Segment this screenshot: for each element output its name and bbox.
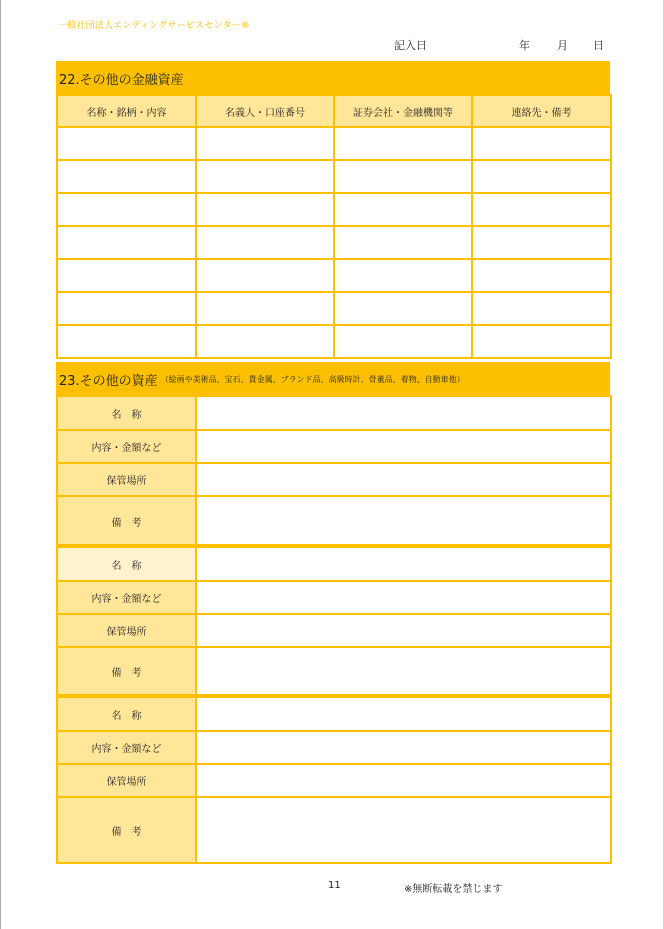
section-23-title-wrap <box>59 362 465 396</box>
table-cell[interactable] <box>57 259 196 292</box>
content-label: 内容・金額など <box>57 581 196 614</box>
section-23-note: （絵画や美術品、宝石、貴金属、ブランド品、高級時計、骨董品、着物、自動車他） <box>160 374 465 384</box>
table-row <box>57 193 611 226</box>
entry-date-line <box>0 37 664 51</box>
column-header: 連絡先・備考 <box>472 95 611 127</box>
name-label: 名 称 <box>57 547 196 581</box>
storage-value[interactable] <box>196 614 611 647</box>
table-cell[interactable] <box>57 160 196 193</box>
content-label: 内容・金額など <box>57 731 196 764</box>
table-cell[interactable] <box>334 325 472 358</box>
content-value[interactable] <box>196 731 611 764</box>
table-row <box>57 259 611 292</box>
section-22-title: 22.その他の金融資産 <box>59 72 184 88</box>
table-cell[interactable] <box>334 226 472 259</box>
name-label: 名 称 <box>57 697 196 731</box>
name-value[interactable] <box>196 697 611 731</box>
table-cell[interactable] <box>57 226 196 259</box>
table-cell[interactable] <box>472 127 611 160</box>
table-cell[interactable] <box>472 193 611 226</box>
table-row <box>57 292 611 325</box>
asset-row <box>57 614 611 647</box>
table-cell[interactable] <box>57 292 196 325</box>
table-cell[interactable] <box>334 127 472 160</box>
storage-value[interactable] <box>196 764 611 797</box>
content-value[interactable] <box>196 581 611 614</box>
asset-row <box>57 731 611 764</box>
section-23-title: 23.その他の資産 <box>59 373 158 389</box>
asset-row <box>57 547 611 581</box>
asset-row <box>57 764 611 797</box>
table-cell[interactable] <box>57 127 196 160</box>
day-label: 日 <box>593 39 604 52</box>
asset-row <box>57 647 611 695</box>
asset-row <box>57 430 611 463</box>
table-cell[interactable] <box>472 325 611 358</box>
copyright-note: ※無断転載を禁じます <box>404 884 503 895</box>
asset-row <box>57 496 611 546</box>
table-cell[interactable] <box>334 160 472 193</box>
table-cell[interactable] <box>334 259 472 292</box>
page-footer <box>0 880 664 894</box>
table-cell[interactable] <box>196 127 334 160</box>
asset-row <box>57 797 611 863</box>
content-value[interactable] <box>196 430 611 463</box>
table-cell[interactable] <box>57 325 196 358</box>
name-label: 名 称 <box>57 396 196 430</box>
table-cell[interactable] <box>334 292 472 325</box>
storage-label: 保管場所 <box>57 463 196 496</box>
page-number: 11 <box>328 880 341 891</box>
table-cell[interactable] <box>196 292 334 325</box>
page-edge <box>0 0 1 929</box>
remarks-value[interactable] <box>196 647 611 695</box>
asset-row <box>57 697 611 731</box>
table-row <box>57 226 611 259</box>
asset-row <box>57 396 611 430</box>
table-row <box>57 160 611 193</box>
table-cell[interactable] <box>196 226 334 259</box>
table-header-row <box>57 95 611 127</box>
table-cell[interactable] <box>472 259 611 292</box>
column-header: 名称・銘柄・内容 <box>57 95 196 127</box>
month-label: 月 <box>557 39 568 52</box>
storage-label: 保管場所 <box>57 614 196 647</box>
table-row <box>57 127 611 160</box>
year-label: 年 <box>519 39 530 52</box>
remarks-label: 備 考 <box>57 496 196 546</box>
table-cell[interactable] <box>334 193 472 226</box>
storage-value[interactable] <box>196 463 611 496</box>
name-value[interactable] <box>196 396 611 430</box>
asset-block <box>56 395 612 547</box>
asset-row <box>57 581 611 614</box>
storage-label: 保管場所 <box>57 764 196 797</box>
asset-row <box>57 463 611 496</box>
name-value[interactable] <box>196 547 611 581</box>
asset-block <box>56 546 612 696</box>
table-cell[interactable] <box>196 325 334 358</box>
table-cell[interactable] <box>196 259 334 292</box>
content-label: 内容・金額など <box>57 430 196 463</box>
section-22-header <box>56 61 610 95</box>
organization-name: 一般社団法人エンディングサービスセンター® <box>58 21 250 31</box>
remarks-value[interactable] <box>196 496 611 546</box>
section-23-header <box>56 362 610 396</box>
table-cell[interactable] <box>472 160 611 193</box>
table-row <box>57 325 611 358</box>
remarks-label: 備 考 <box>57 647 196 695</box>
asset-block <box>56 696 612 864</box>
table-cell[interactable] <box>196 160 334 193</box>
remarks-label: 備 考 <box>57 797 196 863</box>
section-22-table <box>56 94 612 359</box>
table-cell[interactable] <box>472 226 611 259</box>
table-cell[interactable] <box>57 193 196 226</box>
table-cell[interactable] <box>196 193 334 226</box>
remarks-value[interactable] <box>196 797 611 863</box>
column-header: 証券会社・金融機関等 <box>334 95 472 127</box>
entry-date-label: 記入日 <box>394 39 427 52</box>
column-header: 名義人・口座番号 <box>196 95 334 127</box>
table-cell[interactable] <box>472 292 611 325</box>
